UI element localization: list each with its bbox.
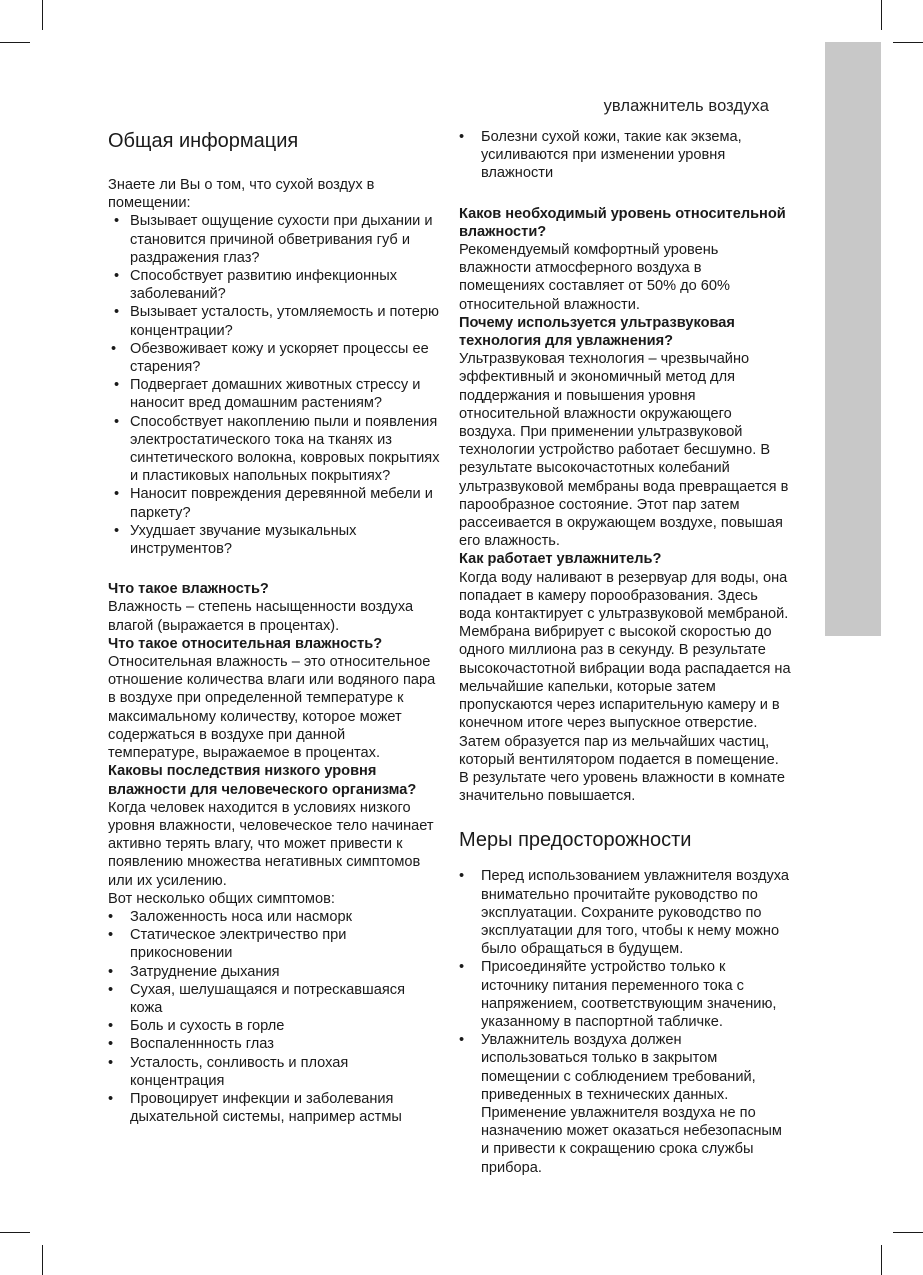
section-title-general: Общая информация xyxy=(108,130,299,152)
answer-text: Влажность – степень насыщенности воздуха влагой (выражается в процентах). xyxy=(108,599,414,634)
crop-mark xyxy=(0,42,30,43)
symptoms-list xyxy=(108,908,440,1126)
list-item: • Способствует развитию инфекционных заболеваний? xyxy=(114,268,397,303)
question-heading: Каков необходимый уровень относительной влажности? xyxy=(459,205,786,240)
list-item: • Подвергает домашних животных стрессу и наносит вред домашним растениям? xyxy=(114,377,421,412)
section-title-safety: Меры предосторожности xyxy=(459,829,692,852)
answer-text: Когда воду наливают в резервуар для воды, она попадает в камеру порообразования. Здесь вода контактирует с ультразвуковой мембраной. Мембрана вибрирует с высокой скоростью до одного миллиона раз в секунду. В результате высокочастотной вибрации вода распадается на мельчайшие капельки, которые затем пропускаются через испарительную камеру и в конечном итоге через выпускное отверстие. Затем образуется пар из мельчайших частиц, который вентилятором подается в помещение. В результате чего уровень влажности в комнате значительно повышается. xyxy=(459,569,791,805)
question-heading: Почему используется ультразвуковая технология для увлажнения? xyxy=(459,314,735,350)
dry-air-effects-list xyxy=(108,212,440,558)
list-item: • Вызывает ощущение сухости при дыхании и становится причиной обветривания губ и раздражения глаз? xyxy=(114,213,433,266)
crop-mark xyxy=(42,0,43,30)
list-item: • Боль и сухость в горле xyxy=(108,1018,285,1035)
answer-text: Рекомендуемый комфортный уровень влажности атмосферного воздуха в помещениях составляет от 50% до 60% относительной влажности. xyxy=(459,242,731,313)
running-header: увлажнитель воздуха xyxy=(603,97,769,115)
list-item: • Ухудшает звучание музыкальных инструментов? xyxy=(114,522,357,558)
symptoms-intro: Вот несколько общих симптомов: xyxy=(108,890,335,907)
question-heading: Что такое влажность? xyxy=(108,581,269,598)
continued-list xyxy=(459,128,791,183)
list-item: • Увлажнитель воздуха должен использоваться только в закрытом помещении с соблюдением требований, приведенных в технических данных. Применение увлажнителя воздуха не по назначению может оказаться небезопасным и привести к сокращению срока службы прибора. xyxy=(459,1032,782,1176)
list-item: • Затруднение дыхания xyxy=(108,963,280,980)
question-heading: Как работает увлажнитель? xyxy=(459,551,662,568)
list-item: • Провоцирует инфекции и заболевания дыхательной системы, например астмы xyxy=(108,1090,402,1126)
general-intro: Знаете ли Вы о том, что сухой воздух в помещении: xyxy=(108,177,375,212)
answer-text: Когда человек находится в условиях низкого уровня влажности, человеческое тело начинает активно терять влагу, что может привести к появлению множества негативных симптомов или их усилению. xyxy=(108,799,434,889)
crop-mark xyxy=(893,1232,923,1233)
list-item: • Наносит повреждения деревянной мебели и паркету? xyxy=(114,486,433,521)
answer-text: Ультразвуковая технология – чрезвычайно эффективный и экономичный метод для поддержания и повышения уровня относительной влажности окружающего воздуха. При применении ультразвуковой технологии устройство работает бесшумно. В результате высокочастотных колебаний ультразвуковой мембраны вода превращается в парообразное состояние. Этот пар затем рассеивается в окружающем воздухе, повышая его влажность. xyxy=(459,351,789,550)
list-item: • Перед использованием увлажнителя воздуха внимательно прочитайте руководство по эксплуатации. Сохраните руководство по эксплуатации для того, чтобы к нему можно было обращаться в будущем. xyxy=(459,868,790,958)
list-item: • Обезвоживает кожу и ускоряет процессы ее старения? xyxy=(111,340,429,376)
list-item: • Способствует накоплению пыли и появления электростатического тока на тканях из синтетического волокна, ковровых покрытиях и пластиковых напольных покрытиях? xyxy=(114,413,440,485)
list-item: • Воспаленнность глаз xyxy=(108,1036,274,1053)
answer-text: Относительная влажность – это относительное отношение количества влаги или водяного пара в воздухе при определенной температуре к максимальному количеству, которое может содержаться в воздухе при данной температуре, выражаемое в процентах. xyxy=(108,654,436,762)
safety-list xyxy=(459,867,791,1176)
list-item: • Заложенность носа или насморк xyxy=(108,908,352,925)
crop-mark xyxy=(0,1232,30,1233)
list-item: • Сухая, шелушащаяся и потрескавшаяся кожа xyxy=(108,981,405,1016)
section-side-tab xyxy=(825,42,881,636)
list-item: • Болезни сухой кожи, такие как экзема, усиливаются при изменении уровня влажности xyxy=(459,129,742,182)
crop-mark xyxy=(42,1245,43,1275)
list-item: • Вызывает усталость, утомляемость и потерю концентрации? xyxy=(114,304,439,339)
list-item: • Присоединяйте устройство только к источнику питания переменного тока с напряжением, соответствующим значению, указанному в паспортной табличке. xyxy=(459,959,777,1030)
list-item: • Усталость, сонливость и плохая концентрация xyxy=(108,1054,349,1089)
crop-mark xyxy=(893,42,923,43)
question-heading: Каковы последствия низкого уровня влажности для человеческого организма? xyxy=(108,763,417,798)
question-heading: Что такое относительная влажность? xyxy=(108,635,383,652)
list-item: • Статическое электричество при прикосновении xyxy=(108,927,347,962)
left-column xyxy=(108,128,440,1126)
crop-mark xyxy=(881,0,882,30)
right-column xyxy=(459,128,791,1177)
crop-mark xyxy=(881,1245,882,1275)
